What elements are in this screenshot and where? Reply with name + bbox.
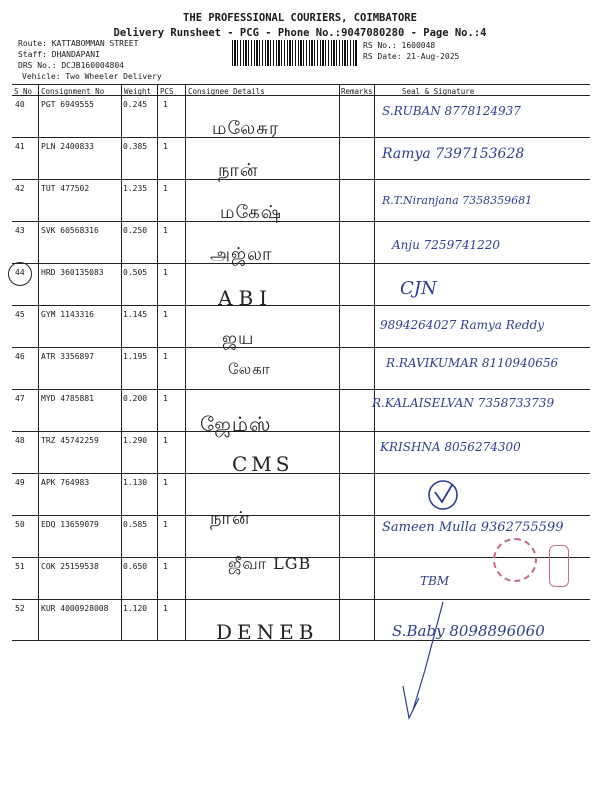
weight-cell: 1.195 [123, 352, 148, 361]
consignment-cell: PGT 6949555 [41, 100, 94, 109]
weight-cell: 0.505 [123, 268, 148, 277]
weight-cell: 0.650 [123, 562, 148, 571]
sno-cell: 44 [15, 268, 25, 277]
sno-cell: 50 [15, 520, 25, 529]
weight-cell: 1.130 [123, 478, 148, 487]
company-stamp [493, 538, 537, 582]
pcs-cell: 1 [163, 310, 168, 319]
signature-handwriting: R.RAVIKUMAR 8110940656 [386, 356, 559, 370]
sno-cell: 45 [15, 310, 25, 319]
row-line [12, 347, 590, 348]
row-line [12, 389, 590, 390]
drs-text: DRS No.: DCJB160004804 [18, 61, 124, 70]
weight-cell: 0.585 [123, 520, 148, 529]
header-consignee: Consignee Details [188, 87, 265, 96]
header-pcs: PCS [160, 87, 174, 96]
sno-cell: 51 [15, 562, 25, 571]
sno-cell: 41 [15, 142, 25, 151]
consignment-cell: SVK 60568316 [41, 226, 99, 235]
pcs-cell: 1 [163, 100, 168, 109]
weight-cell: 1.145 [123, 310, 148, 319]
row-line [12, 263, 590, 264]
pcs-cell: 1 [163, 268, 168, 277]
sno-cell: 48 [15, 436, 25, 445]
consignee-handwriting: மகேஷ் [220, 202, 282, 223]
consignee-handwriting: மலேசுர [212, 118, 280, 139]
sno-cell: 52 [15, 604, 25, 613]
sno-cell: 49 [15, 478, 25, 487]
consignment-cell: KUR 4000928008 [41, 604, 109, 613]
sno-cell: 42 [15, 184, 25, 193]
delivery-check-mark [426, 478, 460, 512]
pcs-cell: 1 [163, 352, 168, 361]
runsheet-title: Delivery Runsheet - PCG - Phone No.:9047080280 - Page No.:4 [113, 27, 487, 39]
pcs-cell: 1 [163, 562, 168, 571]
row-line [12, 179, 590, 180]
weight-cell: 0.200 [123, 394, 148, 403]
signature-handwriting: Anju 7259741220 [392, 238, 501, 252]
weight-cell: 1.290 [123, 436, 148, 445]
vehicle-text: Vehicle: Two Wheeler Delivery [22, 72, 162, 81]
consignment-cell: GYM 1143316 [41, 310, 94, 319]
row-line [12, 431, 590, 432]
consignment-cell: APK 764983 [41, 478, 90, 487]
row-line [12, 137, 590, 138]
signature-handwriting: S.RUBAN 8778124937 [382, 104, 521, 118]
consignment-cell: ATR 3356897 [41, 352, 94, 361]
consignment-cell: EDQ 13659079 [41, 520, 99, 529]
consignee-handwriting: லேகா [228, 360, 271, 378]
pcs-cell: 1 [163, 436, 168, 445]
consignee-handwriting: நான் [210, 508, 251, 529]
pcs-cell: 1 [163, 184, 168, 193]
signature-handwriting: Sameen Mulla 9362755599 [382, 520, 564, 535]
weight-cell: 0.385 [123, 142, 148, 151]
diagonal-pen-stroke [395, 600, 455, 730]
table-top-line [12, 84, 590, 85]
consignment-cell: TRZ 45742259 [41, 436, 99, 445]
weight-cell: 0.245 [123, 100, 148, 109]
rs-no-text: RS No.: 1600048 [363, 41, 436, 50]
consignment-cell: COK 25159538 [41, 562, 99, 571]
signature-handwriting: Ramya 7397153628 [382, 146, 525, 162]
consignee-handwriting: ஜய [222, 328, 255, 349]
consignee-handwriting: ஜீவா LGB [228, 554, 312, 573]
header-consignment: Consignment No [41, 87, 105, 96]
sno-cell: 43 [15, 226, 25, 235]
row-line [12, 515, 590, 516]
consignee-handwriting: ஜேம்ஸ் [200, 412, 272, 436]
signature-handwriting: TBM [420, 574, 450, 588]
company-stamp-small [549, 545, 569, 587]
consignee-handwriting: அஜ்லா [210, 244, 273, 265]
consignment-cell: TUT 477502 [41, 184, 90, 193]
pcs-cell: 1 [163, 478, 168, 487]
pcs-cell: 1 [163, 520, 168, 529]
signature-handwriting: R.KALAISELVAN 7358733739 [372, 396, 555, 410]
consignee-handwriting: CMS [232, 452, 294, 476]
company-title: THE PROFESSIONAL COURIERS, COIMBATORE [183, 12, 417, 24]
header-weight: Weight [124, 87, 152, 96]
signature-handwriting: KRISHNA 8056274300 [380, 440, 521, 454]
sno-cell: 47 [15, 394, 25, 403]
pcs-cell: 1 [163, 394, 168, 403]
header-sno: S No [14, 87, 33, 96]
row-line [12, 473, 590, 474]
signature-handwriting: 9894264027 Ramya Reddy [380, 318, 545, 332]
rs-date-text: RS Date: 21-Aug-2025 [363, 52, 460, 61]
signature-handwriting: R.T.Niranjana 7358359681 [382, 194, 533, 207]
pcs-cell: 1 [163, 226, 168, 235]
row-line [12, 221, 590, 222]
barcode [232, 40, 358, 66]
sno-cell: 46 [15, 352, 25, 361]
consignee-handwriting: நான் [218, 160, 259, 181]
consignment-cell: HRD 360135083 [41, 268, 104, 277]
sno-cell: 40 [15, 100, 25, 109]
consignment-cell: PLN 2400833 [41, 142, 94, 151]
weight-cell: 1.120 [123, 604, 148, 613]
weight-cell: 0.250 [123, 226, 148, 235]
route-text: Route: KATTABOMMAN STREET [18, 39, 139, 48]
signature-handwriting: CJN [400, 278, 437, 299]
row-line [12, 599, 590, 600]
consignee-handwriting: ABI [218, 286, 274, 310]
consignment-cell: MYD 4785881 [41, 394, 94, 403]
header-seal-signature: Seal & Signature [402, 87, 475, 96]
pcs-cell: 1 [163, 604, 168, 613]
staff-text: Staff: DHANDAPANI [18, 50, 100, 59]
pcs-cell: 1 [163, 142, 168, 151]
consignee-handwriting: DENEB [216, 620, 319, 644]
signature-handwriting: S.Baby 8098896060 [392, 622, 545, 640]
row-line [12, 305, 590, 306]
weight-cell: 1.235 [123, 184, 148, 193]
header-remarks: Remarks [341, 87, 373, 96]
